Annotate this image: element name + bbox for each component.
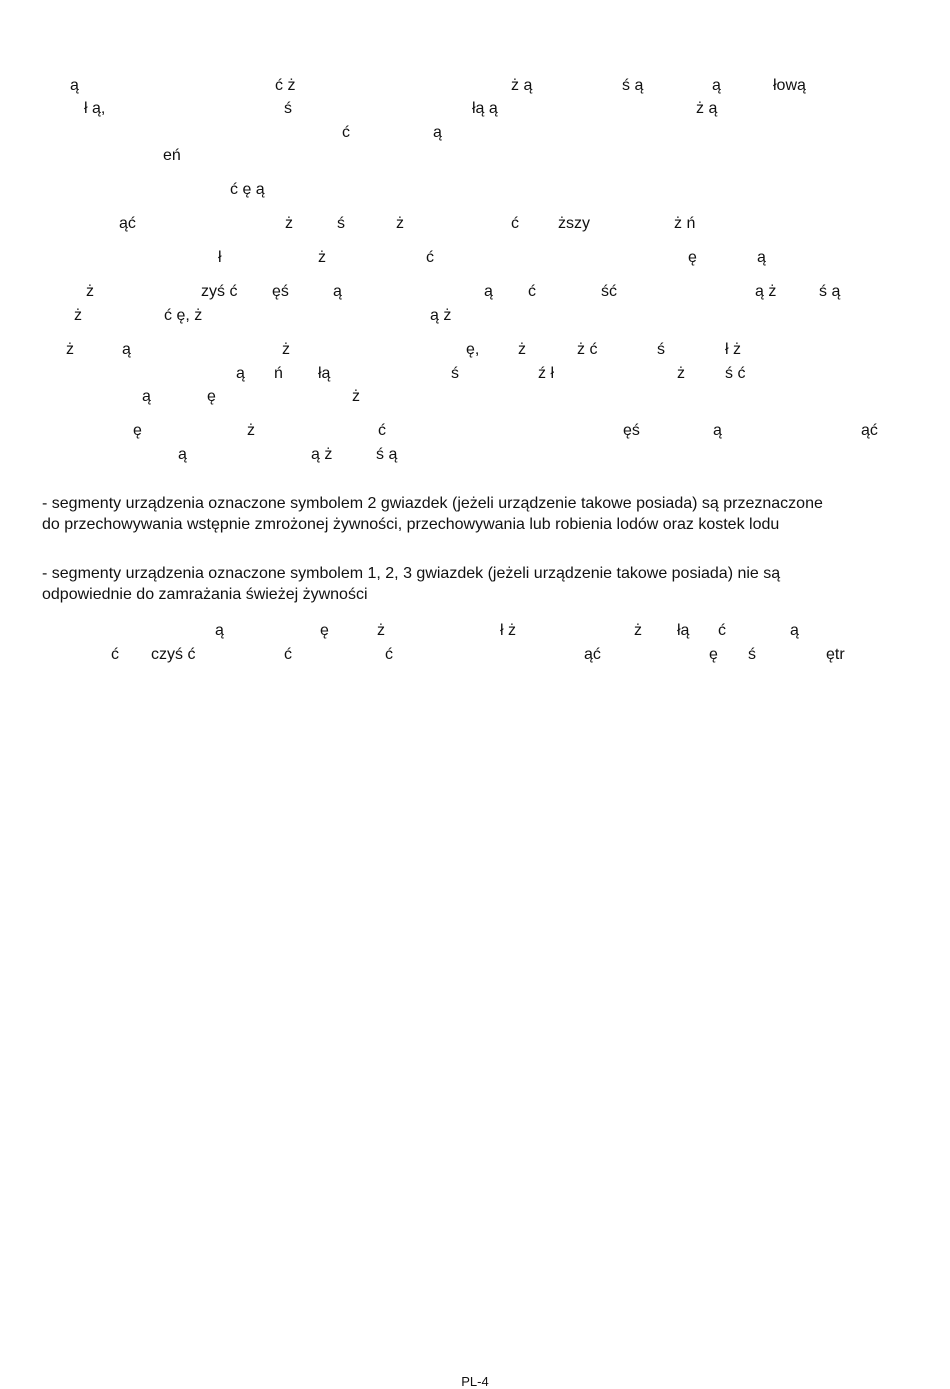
text-fragment: ń	[274, 365, 283, 382]
text-fragment: ą	[433, 124, 442, 141]
text-fragment: ę	[207, 388, 216, 405]
text-fragment: zyś ć	[201, 283, 238, 300]
text-fragment: ą	[713, 422, 722, 439]
text-fragment: łową	[773, 77, 806, 94]
text-fragment: ź ł	[538, 365, 554, 382]
text-fragment: ż	[66, 341, 74, 358]
text-fragment: łą	[318, 365, 331, 382]
text-fragment: ę	[133, 422, 142, 439]
text-fragment: ż ń	[674, 215, 696, 232]
text-fragment: ę	[709, 646, 718, 663]
text-fragment: ś ą	[376, 446, 398, 463]
text-fragment: ż	[247, 422, 255, 439]
text-fragment: ć	[385, 646, 393, 663]
text-fragment: ł ż	[500, 622, 516, 639]
text-fragment: ż	[352, 388, 360, 405]
text-fragment: ż	[318, 249, 326, 266]
text-fragment: ę	[688, 249, 697, 266]
text-fragment: ę,	[466, 341, 480, 358]
text-fragment: ć ę ą	[230, 181, 265, 198]
text-fragment: ętr	[826, 646, 845, 663]
text-fragment: ś	[451, 365, 459, 382]
text-fragment: ą ż	[755, 283, 777, 300]
paragraph-one-two-three-star-segments	[42, 563, 922, 605]
text-fragment: eń	[163, 147, 181, 164]
text-fragment: ść	[601, 283, 617, 300]
text-fragment: ż	[634, 622, 642, 639]
text-fragment: ą	[712, 77, 721, 94]
text-fragment: ż	[86, 283, 94, 300]
text-fragment: ższy	[558, 215, 590, 232]
text-fragment: ą	[333, 283, 342, 300]
text-fragment: ą	[122, 341, 131, 358]
text-fragment: ć ę, ż	[164, 307, 203, 324]
text-fragment: ż	[396, 215, 404, 232]
text-fragment: ć	[426, 249, 434, 266]
text-fragment: ż ą	[696, 100, 718, 117]
text-fragment: ż	[377, 622, 385, 639]
text-fragment: ć	[111, 646, 119, 663]
text-fragment: ż	[677, 365, 685, 382]
text-fragment: ś	[284, 100, 292, 117]
text-fragment: ą	[70, 77, 79, 94]
text-fragment: ż	[285, 215, 293, 232]
text-fragment: ć	[342, 124, 350, 141]
text-fragment: ś	[337, 215, 345, 232]
text-fragment: ęś	[623, 422, 640, 439]
paragraph-line: do przechowywania wstępnie zmrożonej żywności, przechowywania lub robienia lodów oraz kostek lodu	[42, 516, 780, 533]
text-fragment: ś ą	[819, 283, 841, 300]
text-fragment: ł ą,	[84, 100, 106, 117]
text-fragment: ą	[236, 365, 245, 382]
text-fragment: ą	[790, 622, 799, 639]
text-fragment: łą ą	[472, 100, 498, 117]
text-fragment: czyś ć	[151, 646, 196, 663]
text-fragment: ą	[757, 249, 766, 266]
paragraph-two-star-segments	[42, 493, 922, 535]
paragraph-line: odpowiednie do zamrażania świeżej żywności	[42, 586, 368, 603]
text-fragment: ś ć	[725, 365, 746, 382]
text-fragment: ż	[518, 341, 526, 358]
text-fragment: ł	[218, 249, 222, 266]
text-fragment: ć ż	[275, 77, 296, 94]
text-fragment: ą ż	[430, 307, 452, 324]
text-fragment: ł ż	[725, 341, 741, 358]
text-fragment: łą	[677, 622, 690, 639]
text-fragment: ś	[657, 341, 665, 358]
text-fragment: ąć	[584, 646, 601, 663]
text-fragment: ż ą	[511, 77, 533, 94]
text-fragment: ą	[484, 283, 493, 300]
text-fragment: ć	[718, 622, 726, 639]
text-fragment: ą	[142, 388, 151, 405]
page-number: PL-4	[461, 1374, 489, 1389]
text-fragment: ż	[282, 341, 290, 358]
text-fragment: ąć	[119, 215, 136, 232]
text-fragment: ś	[748, 646, 756, 663]
text-fragment: ą	[215, 622, 224, 639]
text-fragment: ć	[284, 646, 292, 663]
text-fragment: ż ć	[577, 341, 598, 358]
text-fragment: ż	[74, 307, 82, 324]
text-fragment: ć	[528, 283, 536, 300]
text-fragment: ę	[320, 622, 329, 639]
text-fragment: ą ż	[311, 446, 333, 463]
text-fragment: ąć	[861, 422, 878, 439]
text-fragment: ć	[378, 422, 386, 439]
paragraph-line: - segmenty urządzenia oznaczone symbolem 2 gwiazdek (jeżeli urządzenie takowe posiada) są przeznaczone	[42, 495, 823, 512]
text-fragment: ą	[178, 446, 187, 463]
text-fragment: ć	[511, 215, 519, 232]
text-fragment: ęś	[272, 283, 289, 300]
text-fragment: ś ą	[622, 77, 644, 94]
paragraph-line: - segmenty urządzenia oznaczone symbolem 1, 2, 3 gwiazdek (jeżeli urządzenie takowe posiada) nie są	[42, 565, 781, 582]
